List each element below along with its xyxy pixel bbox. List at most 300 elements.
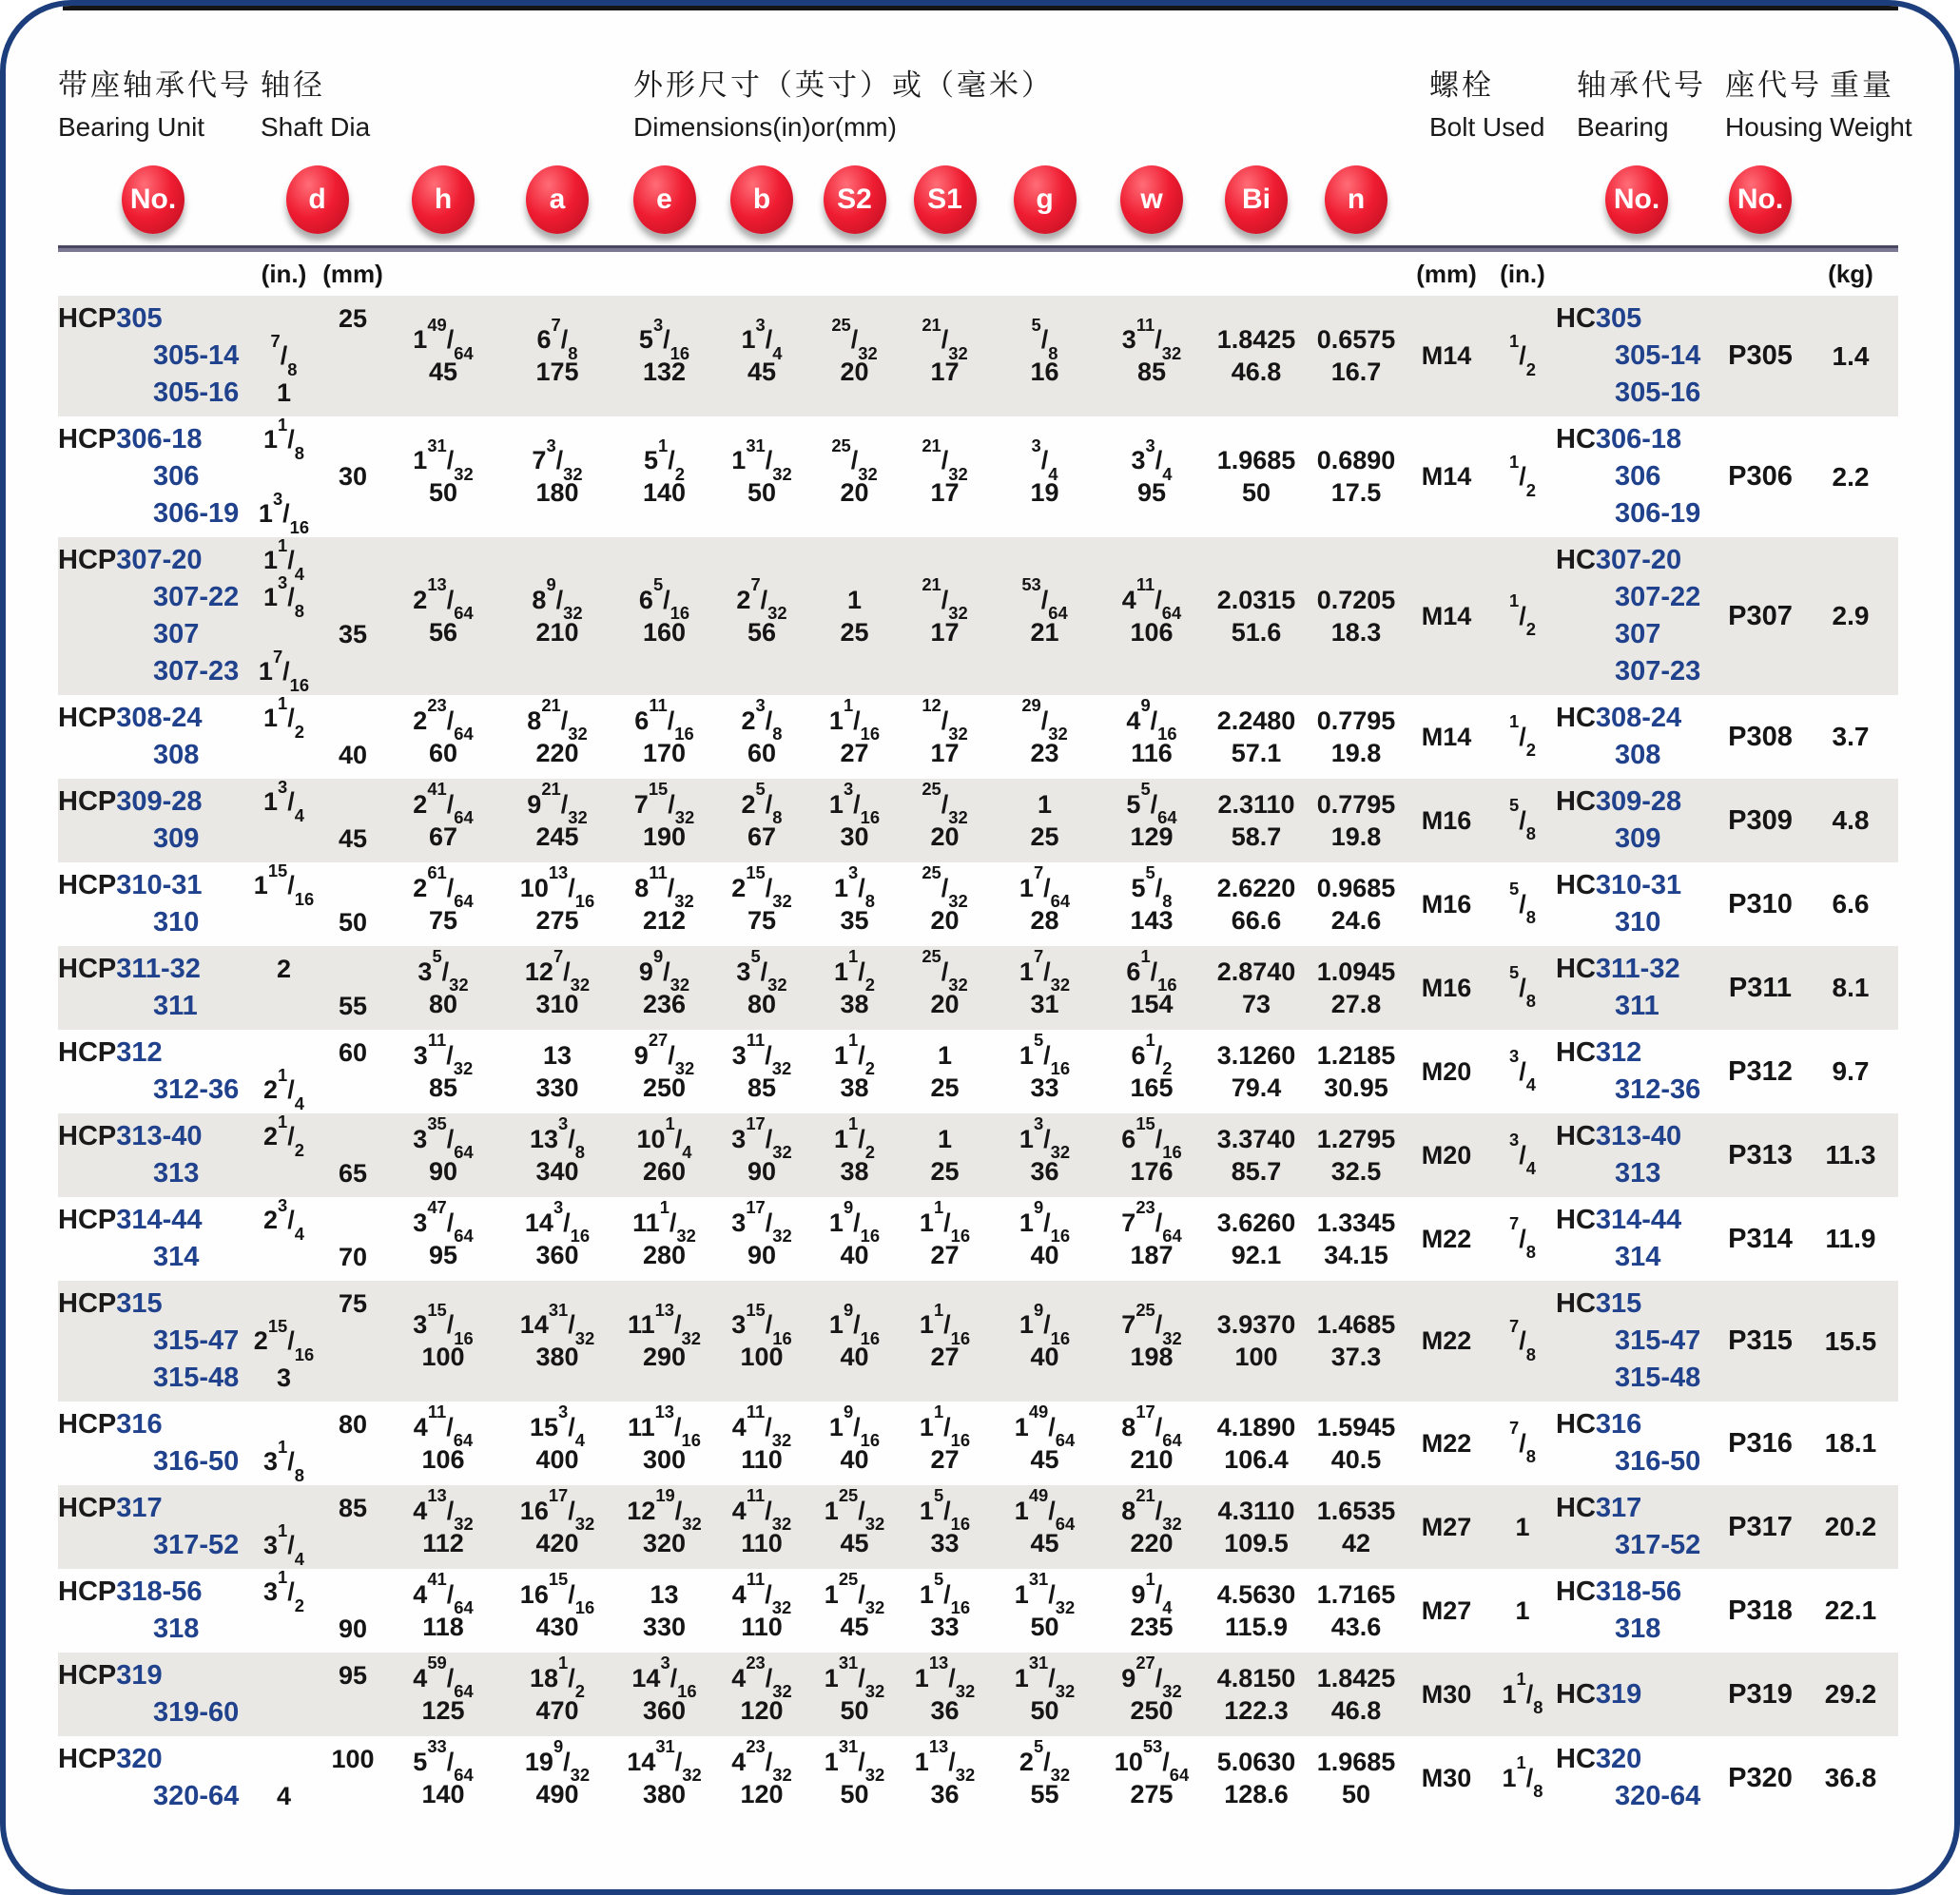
dim-inch-value: $14^{31}/_{32}$	[627, 1736, 702, 1786]
shaft-dia-mm: 45	[338, 824, 368, 853]
dim-cell-bi	[1204, 1657, 1309, 1731]
shaft-dia-mm: 55	[338, 992, 368, 1020]
dim-cell-b	[714, 1653, 809, 1731]
dim-inch-value: 5.0630	[1216, 1747, 1296, 1776]
dim-mm-value: 115.9	[1224, 1612, 1289, 1641]
bearing-row-group	[58, 534, 1898, 695]
bearing-row-group	[58, 946, 1898, 1030]
code-line	[58, 1694, 386, 1731]
unit-code	[58, 870, 248, 901]
dim-mm-value: 75	[428, 905, 458, 935]
bolt-in-value: $1^1/_8$	[1502, 1669, 1543, 1718]
code-number: 306	[1615, 461, 1661, 492]
dim-mm-value: 17	[930, 358, 960, 386]
dim-cell-w	[1099, 1286, 1204, 1397]
header-bearing	[1577, 61, 1706, 143]
code-number: 315-48	[153, 1363, 240, 1393]
dim-inch-value: $7^3/_{32}$	[532, 435, 583, 484]
dim-inch-value: $^{25}/_{32}$	[831, 435, 878, 484]
dim-cell-s1	[900, 421, 990, 532]
dim-cell-b	[714, 1485, 809, 1564]
dim-cell-s2	[809, 1197, 900, 1276]
dim-mm-value: 25	[840, 617, 869, 647]
dim-inch-value: 2.2480	[1216, 706, 1296, 735]
dim-cell-h	[386, 1113, 500, 1192]
bolt-in-value: 1	[1515, 1595, 1530, 1625]
dim-inch-value: $1^3/_4$	[741, 314, 783, 363]
dim-mm-value: 106	[421, 1444, 465, 1474]
code-prefix: HC	[1556, 954, 1596, 984]
dim-mm-value: 100	[421, 1343, 465, 1371]
bolt-cell	[1404, 1035, 1556, 1109]
weight-value: 36.8	[1824, 1763, 1877, 1792]
bolt-in-value: 1	[1515, 1512, 1530, 1541]
dim-mm-value: 198	[1130, 1343, 1174, 1371]
dim-cell-bi	[1204, 1118, 1309, 1192]
code-line	[58, 1436, 386, 1485]
badge-cell	[809, 165, 900, 234]
dim-inch-value: 4.8150	[1216, 1663, 1296, 1692]
header-shaft-dia-zh: 轴径	[261, 68, 325, 102]
bolt-mm-value: M30	[1421, 1763, 1472, 1792]
code-line	[58, 1360, 386, 1397]
code-number: 310	[1615, 907, 1661, 938]
dim-mm-value: 210	[535, 617, 579, 647]
code-number: 314-44	[1595, 1205, 1682, 1235]
code-number: 306-19	[153, 498, 240, 529]
code-number: 307-20	[1595, 545, 1682, 575]
code-line	[58, 414, 386, 463]
code-line	[58, 616, 386, 653]
dim-mm-value: 330	[642, 1612, 687, 1641]
bearing-code-line	[1556, 737, 1717, 774]
unit-code	[58, 498, 248, 530]
code-line	[58, 1035, 386, 1072]
dim-cell-w	[1099, 1569, 1204, 1648]
dim-inch-value: $1^1/_2$	[834, 946, 875, 996]
dim-inch-value: $1^9/_{16}$	[828, 1402, 881, 1451]
dim-mm-value: 32.5	[1330, 1156, 1382, 1186]
dim-mm-value: 420	[535, 1528, 579, 1557]
dim-cell-a	[500, 946, 614, 1025]
code-number: 315	[1595, 1288, 1642, 1319]
unit-code-cell	[58, 1286, 386, 1397]
dim-inch-value: $4^{11}/_{64}$	[413, 1402, 474, 1451]
dim-mm-value: 40	[840, 1444, 869, 1474]
dim-mm-value: 112	[422, 1528, 464, 1557]
code-prefix: HC	[1556, 1576, 1596, 1607]
dim-inch-value: $3^{17}/_{32}$	[731, 1197, 792, 1247]
dim-mm-value: 16	[1030, 358, 1059, 386]
unit-code	[58, 461, 248, 493]
dim-cell-s2	[809, 1402, 900, 1480]
unit-code	[58, 1074, 248, 1106]
badge-s1: S1	[914, 165, 977, 234]
bearing-code-line	[1556, 1611, 1717, 1648]
badge-cell	[386, 165, 500, 234]
code-prefix: HC	[1556, 703, 1596, 733]
bearing-row-group	[58, 1566, 1898, 1653]
unit-code	[58, 1409, 248, 1441]
code-line	[58, 692, 386, 742]
dim-cell-h	[386, 1736, 500, 1815]
unit-code	[58, 656, 248, 687]
bearing-row-group	[58, 1736, 1898, 1820]
dim-inch-value: $9^9/_{32}$	[638, 946, 690, 996]
dim-mm-value: 92.1	[1231, 1240, 1282, 1269]
dim-cell-s2	[809, 1485, 900, 1564]
code-line	[58, 1239, 386, 1276]
dim-mm-value: 122.3	[1224, 1695, 1289, 1725]
dim-inch-value: $1^{49}/_{64}$	[413, 314, 474, 363]
code-number: 319	[1595, 1678, 1642, 1710]
code-prefix: HCP	[58, 545, 117, 575]
dim-cell-g	[990, 1113, 1099, 1192]
badge-n: n	[1325, 165, 1388, 234]
bearing-code-cell	[1556, 1202, 1717, 1276]
bearing-code-cell	[1556, 1574, 1717, 1648]
code-number: 308	[1615, 740, 1661, 770]
dim-inch-value: $1^{25}/_{32}$	[824, 1569, 885, 1618]
badge-b: b	[730, 165, 793, 234]
bearing-code-cell	[1556, 1741, 1717, 1815]
bolt-in-value: $^3/_4$	[1509, 1046, 1536, 1095]
bearing-code-cell	[1556, 421, 1717, 532]
dim-cell-n	[1309, 300, 1404, 412]
dim-mm-value: 56	[428, 617, 458, 647]
dim-inch-value: $11^1/_{32}$	[632, 1197, 696, 1247]
dim-cell-bi	[1204, 1035, 1309, 1109]
dim-mm-value: 46.8	[1231, 358, 1282, 386]
dim-cell-s2	[809, 1286, 900, 1397]
unit-code	[58, 823, 248, 855]
code-number: 318	[1615, 1614, 1661, 1644]
dim-inch-value: 1.0945	[1316, 957, 1396, 986]
dim-cell-h	[386, 1569, 500, 1648]
dim-mm-value: 17	[930, 738, 960, 767]
code-line	[58, 330, 386, 379]
unit-bolt-in: (in.)	[1500, 259, 1545, 288]
bearing-code-cell	[1556, 1657, 1717, 1731]
dim-cell-b	[714, 946, 809, 1025]
dim-mm-value: 20	[840, 358, 869, 386]
dim-inch-value: $7^{25}/_{32}$	[1121, 1299, 1182, 1348]
unit-code	[58, 907, 248, 938]
dim-mm-value: 220	[1130, 1528, 1174, 1557]
dim-mm-value: 187	[1130, 1240, 1174, 1269]
code-line	[58, 1778, 386, 1815]
code-number: 306-18	[1595, 424, 1682, 454]
shaft-dia-mm: 100	[331, 1745, 375, 1773]
code-line	[58, 1490, 386, 1527]
bolt-cell	[1404, 1490, 1556, 1564]
dim-inch-value: $14^3/_{16}$	[524, 1197, 591, 1247]
dim-inch-value: $1^7/_{64}$	[1019, 862, 1071, 912]
dim-inch-value: $2^5/_{32}$	[1019, 1736, 1071, 1786]
dim-cell-s1	[900, 862, 990, 941]
dim-cell-h	[386, 1653, 500, 1731]
bolt-mm-value: M16	[1421, 973, 1472, 1002]
code-number: 309	[1615, 823, 1661, 854]
header-weight	[1830, 61, 1912, 143]
units-row	[58, 252, 1898, 296]
dim-inch-value: $6^1/_2$	[1131, 1030, 1173, 1079]
badge-housing-no: No.	[1729, 165, 1792, 234]
dim-inch-value: $11^{13}/_{32}$	[628, 1299, 701, 1348]
code-number: 318-56	[1595, 1576, 1682, 1607]
housing-code: P319	[1728, 1678, 1793, 1710]
unit-code-cell	[58, 1194, 386, 1276]
dim-cell-b	[714, 1286, 809, 1397]
header-weight-zh: 重量	[1830, 68, 1894, 102]
dim-cell-s2	[809, 1569, 900, 1648]
bolt-mm-value: M22	[1421, 1224, 1472, 1253]
code-number: 319-60	[153, 1697, 240, 1728]
code-number: 307-22	[153, 582, 240, 612]
code-number: 308-24	[116, 703, 203, 733]
dim-inch-value: $6^5/_{16}$	[638, 574, 690, 624]
dim-cell-g	[990, 1286, 1099, 1397]
dim-cell-s1	[900, 695, 990, 774]
code-line	[58, 1315, 386, 1364]
dim-cell-a	[500, 1569, 614, 1648]
dim-mm-value: 340	[535, 1156, 579, 1186]
header-dimensions-en: Dimensions(in)or(mm)	[633, 112, 897, 142]
code-line	[58, 1286, 386, 1323]
dim-inch-value: $^{25}/_{32}$	[831, 314, 878, 363]
dim-mm-value: 27	[930, 1444, 960, 1474]
bearing-code-cell	[1556, 542, 1717, 690]
code-number: 307	[153, 619, 200, 649]
dim-inch-value: $11^{13}/_{16}$	[628, 1402, 701, 1451]
dim-inch-value: 4.3110	[1217, 1496, 1295, 1525]
dim-mm-value: 25	[930, 1156, 960, 1186]
dim-cell-g	[990, 1485, 1099, 1564]
bolt-mm-value: M14	[1421, 601, 1472, 630]
shaft-dia-mm: 50	[338, 908, 368, 937]
dim-inch-value: 2.3110	[1217, 789, 1295, 819]
shaft-dia-mm: 80	[338, 1410, 368, 1439]
code-prefix: HC	[1556, 1037, 1596, 1068]
header-bearing-zh: 轴承代号	[1577, 68, 1706, 102]
dim-inch-value: 1.5945	[1316, 1412, 1396, 1441]
dim-mm-value: 470	[535, 1695, 579, 1725]
code-number: 306	[153, 461, 200, 492]
dim-inch-value: $^{21}/_{32}$	[922, 435, 968, 484]
dim-inch-value: $10^{13}/_{16}$	[519, 862, 595, 912]
code-line	[58, 951, 386, 988]
bearing-code-cell	[1556, 783, 1717, 858]
dim-mm-value: 34.15	[1324, 1240, 1388, 1269]
bolt-cell	[1404, 783, 1556, 858]
dim-mm-value: 80	[747, 989, 777, 1018]
dim-cell-s1	[900, 1118, 990, 1192]
dim-inch-value: 1	[937, 1124, 953, 1153]
weight-value: 6.6	[1832, 889, 1870, 918]
dim-cell-w	[1099, 1113, 1204, 1192]
unit-code	[58, 1325, 248, 1357]
bearing-code-line	[1556, 421, 1717, 458]
dim-inch-value: 1.2795	[1316, 1124, 1396, 1153]
dim-mm-value: 109.5	[1224, 1528, 1289, 1557]
bearing-code-line	[1556, 1490, 1717, 1527]
dim-cell-h	[386, 1197, 500, 1276]
dim-mm-value: 67	[428, 822, 458, 851]
code-number: 313-40	[116, 1121, 203, 1151]
dim-inch-value: $3^{15}/_{16}$	[731, 1299, 792, 1348]
dim-inch-value: $1^1/_2$	[834, 1113, 875, 1163]
dim-inch-value: $1^{49}/_{64}$	[1014, 1485, 1076, 1535]
shaft-dia-in: 3	[276, 1363, 292, 1392]
dim-inch-value: $2^{41}/_{64}$	[413, 779, 474, 828]
dim-inch-value: $1^3/_{32}$	[1019, 1113, 1071, 1163]
dim-mm-value: 212	[642, 905, 687, 935]
code-line	[58, 534, 386, 584]
dim-cell-s2	[809, 695, 900, 774]
dim-cell-e	[614, 542, 714, 690]
unit-code	[58, 740, 248, 771]
dim-cell-n	[1309, 1490, 1404, 1564]
dim-inch-value: $4^{11}/_{32}$	[731, 1485, 792, 1535]
code-line	[58, 646, 386, 695]
dim-inch-value: $1^{31}/_{32}$	[1014, 1569, 1076, 1618]
dim-cell-bi	[1204, 1202, 1309, 1276]
dim-mm-value: 60	[747, 738, 777, 767]
dim-cell-a	[500, 421, 614, 532]
weight-value: 9.7	[1832, 1056, 1870, 1086]
unit-code	[58, 1121, 248, 1152]
dim-inch-value: 0.7795	[1316, 789, 1396, 819]
dim-mm-value: 250	[1130, 1695, 1174, 1725]
dim-inch-value: $1^9/_{16}$	[1019, 1197, 1071, 1247]
bearing-code-line	[1556, 1323, 1717, 1360]
housing-code: P318	[1728, 1595, 1793, 1626]
dim-cell-w	[1099, 1402, 1204, 1480]
dim-cell-a	[500, 1736, 614, 1815]
dim-cell-g	[990, 783, 1099, 858]
dim-cell-n	[1309, 783, 1404, 858]
dim-mm-value: 57.1	[1231, 738, 1282, 767]
dim-mm-value: 245	[535, 822, 579, 851]
dim-cell-a	[500, 779, 614, 858]
dim-inch-value: 1.8425	[1316, 1663, 1396, 1692]
bearing-code-cell	[1556, 951, 1717, 1025]
bearing-code-line	[1556, 700, 1717, 737]
dim-cell-e	[614, 862, 714, 941]
shaft-dia-in: $1^1/_4$	[263, 534, 304, 584]
unit-code	[58, 1037, 248, 1069]
dim-cell-b	[714, 862, 809, 941]
dim-inch-value: $4^{11}/_{32}$	[731, 1569, 792, 1618]
dim-inch-value: $^{29}/_{32}$	[1021, 695, 1068, 744]
code-prefix: HC	[1556, 1288, 1596, 1319]
housing-code: P310	[1728, 888, 1793, 919]
badge-e: e	[633, 165, 696, 234]
dim-inch-value: 3.6260	[1216, 1208, 1296, 1237]
code-prefix: HCP	[58, 1409, 117, 1440]
dim-cell-s2	[809, 1736, 900, 1815]
dim-cell-bi	[1204, 951, 1309, 1025]
bearing-row-group	[58, 1113, 1898, 1197]
code-prefix: HC	[1556, 545, 1596, 575]
bearing-code-line	[1556, 653, 1717, 690]
code-line	[58, 1657, 386, 1694]
dim-cell-bi	[1204, 542, 1309, 690]
code-number: 310-31	[116, 870, 203, 900]
unit-code-cell	[58, 1406, 386, 1485]
dim-cell-h	[386, 542, 500, 690]
dim-cell-a	[500, 1035, 614, 1109]
bolt-cell	[1404, 542, 1556, 690]
dim-cell-bi	[1204, 1490, 1309, 1564]
badge-cell	[714, 165, 809, 234]
dim-inch-value: $6^{15}/_{16}$	[1121, 1113, 1182, 1163]
shaft-dia-in: $1^{15}/_{16}$	[253, 860, 315, 909]
dim-inch-value: $12^7/_{32}$	[524, 946, 591, 996]
dim-cell-e	[614, 300, 714, 412]
badge-cell	[248, 165, 386, 234]
dim-cell-h	[386, 1030, 500, 1109]
dim-cell-b	[714, 1736, 809, 1815]
code-number: 319	[116, 1660, 163, 1691]
bearing-code-line	[1556, 867, 1717, 904]
code-number: 314-44	[116, 1205, 203, 1235]
bearing-code-line	[1556, 1406, 1717, 1443]
code-prefix: HC	[1556, 1493, 1596, 1523]
dim-mm-value: 33	[930, 1612, 960, 1641]
bearing-code-line	[1556, 1035, 1717, 1072]
bearing-row-group	[58, 1402, 1898, 1485]
badge-bearing-no: No.	[1605, 165, 1668, 234]
dim-cell-s1	[900, 946, 990, 1025]
dim-mm-value: 310	[535, 989, 579, 1018]
unit-code	[58, 1530, 248, 1561]
code-line	[58, 737, 386, 774]
weight-value: 2.2	[1832, 461, 1870, 492]
code-number: 305-16	[153, 377, 240, 408]
dim-inch-value: 0.9685	[1316, 873, 1396, 902]
unit-code	[58, 786, 248, 818]
badge-g: g	[1014, 165, 1077, 234]
dim-cell-n	[1309, 421, 1404, 532]
dim-mm-value: 40	[1030, 1343, 1059, 1371]
code-line	[58, 1519, 386, 1569]
bolt-mm-value: M20	[1421, 1140, 1472, 1170]
dim-mm-value: 33	[930, 1528, 960, 1557]
header-shaft-dia-en: Shaft Dia	[261, 112, 371, 142]
dim-inch-value: 1	[1037, 789, 1053, 819]
weight-value: 15.5	[1824, 1325, 1877, 1356]
dim-cell-w	[1099, 1197, 1204, 1276]
housing-code: P305	[1728, 340, 1793, 371]
weight-value: 11.9	[1825, 1224, 1876, 1253]
dim-inch-value: $14^3/_{16}$	[631, 1653, 697, 1702]
header-bolt-used	[1429, 61, 1544, 143]
code-number: 307-23	[153, 656, 240, 686]
dim-mm-value: 19	[1030, 478, 1059, 507]
dim-mm-value: 23	[1030, 738, 1059, 767]
unit-code-cell	[58, 951, 386, 1025]
dim-cell-g	[990, 1736, 1099, 1815]
unit-d-mm: (mm)	[322, 259, 383, 288]
dim-mm-value: 25	[930, 1073, 960, 1102]
bolt-in-value: $^7/_8$	[1509, 1315, 1536, 1364]
bearing-code-line	[1556, 579, 1717, 616]
bolt-mm-value: M30	[1421, 1679, 1472, 1709]
bolt-cell	[1404, 1118, 1556, 1192]
bolt-in-value: $^5/_8$	[1509, 795, 1536, 844]
dim-inch-value: $2^{23}/_{64}$	[413, 695, 474, 744]
